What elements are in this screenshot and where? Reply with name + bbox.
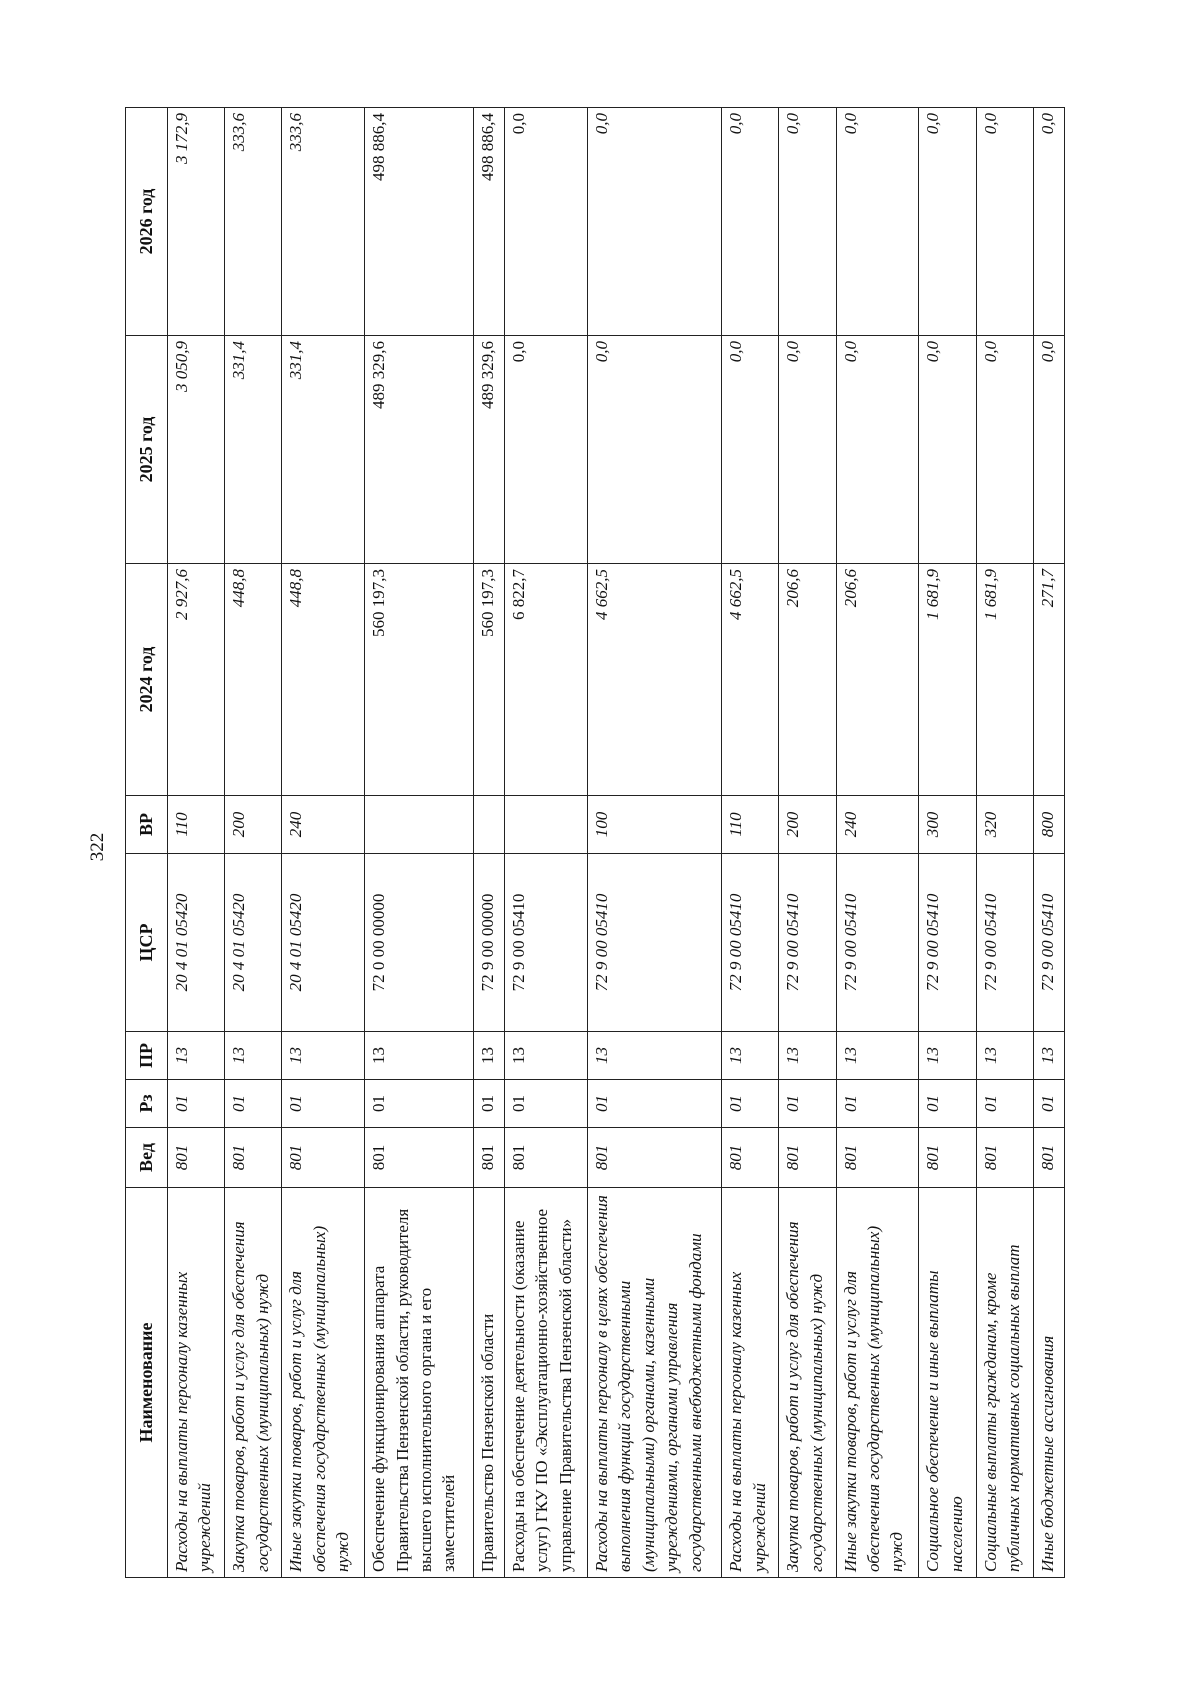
row-ved-cell: 801 xyxy=(282,1128,365,1188)
row-2026-cell: 0,0 xyxy=(587,108,721,336)
row-pr-cell: 13 xyxy=(976,1032,1033,1080)
row-vr-cell xyxy=(473,796,504,854)
row-pr-cell: 13 xyxy=(473,1032,504,1080)
row-name-cell: Расходы на выплаты персоналу в целях обеспечения выполнения функций государственными (муниципальными) органами, казенными учреждениями, органами управления государственными внебюджетными фондами xyxy=(587,1188,721,1578)
row-name-cell: Расходы на выплаты персоналу казенных учреждений xyxy=(722,1188,779,1578)
row-2025-cell: 489 329,6 xyxy=(365,336,474,564)
header-rz: Рз xyxy=(126,1080,168,1128)
row-2025-cell: 0,0 xyxy=(1033,336,1064,564)
row-name-cell: Расходы на обеспечение деятельности (оказание услуг) ГКУ ПО «Эксплуатационно-хозяйственное управление Правительства Пензенской области» xyxy=(505,1188,588,1578)
row-name-cell: Закупка товаров, работ и услуг для обеспечения государственных (муниципальных) нужд xyxy=(779,1188,836,1578)
row-rz-cell: 01 xyxy=(836,1080,919,1128)
header-2024: 2024 год xyxy=(126,564,168,796)
row-pr-cell: 13 xyxy=(779,1032,836,1080)
row-rz-cell: 01 xyxy=(976,1080,1033,1128)
row-2025-cell: 0,0 xyxy=(976,336,1033,564)
row-vr-cell: 300 xyxy=(919,796,976,854)
row-rz-cell: 01 xyxy=(722,1080,779,1128)
row-rz-cell: 01 xyxy=(919,1080,976,1128)
row-pr-cell: 13 xyxy=(836,1032,919,1080)
row-csr-cell: 72 9 00 05410 xyxy=(587,854,721,1032)
table-row xyxy=(225,108,282,1578)
row-name-cell: Иные закупки товаров, работ и услуг для обеспечения государственных (муниципальных) нужд xyxy=(282,1188,365,1578)
table-header-row xyxy=(126,108,168,1578)
row-pr-cell: 13 xyxy=(505,1032,588,1080)
row-vr-cell xyxy=(365,796,474,854)
row-vr-cell: 110 xyxy=(722,796,779,854)
row-2024-cell: 6 822,7 xyxy=(505,564,588,796)
row-ved-cell: 801 xyxy=(587,1128,721,1188)
row-ved-cell: 801 xyxy=(168,1128,225,1188)
header-vr: ВР xyxy=(126,796,168,854)
table-row xyxy=(365,108,474,1578)
row-2026-cell: 0,0 xyxy=(779,108,836,336)
row-2024-cell: 206,6 xyxy=(779,564,836,796)
row-2024-cell: 448,8 xyxy=(282,564,365,796)
header-ved: Вед xyxy=(126,1128,168,1188)
row-2024-cell: 2 927,6 xyxy=(168,564,225,796)
row-2024-cell: 560 197,3 xyxy=(365,564,474,796)
row-rz-cell: 01 xyxy=(1033,1080,1064,1128)
row-2026-cell: 0,0 xyxy=(722,108,779,336)
header-pr: ПР xyxy=(126,1032,168,1080)
row-2024-cell: 1 681,9 xyxy=(976,564,1033,796)
row-name-cell: Расходы на выплаты персоналу казенных учреждений xyxy=(168,1188,225,1578)
row-pr-cell: 13 xyxy=(365,1032,474,1080)
table-row xyxy=(919,108,976,1578)
row-rz-cell: 01 xyxy=(505,1080,588,1128)
row-csr-cell: 72 9 00 05410 xyxy=(505,854,588,1032)
row-pr-cell: 13 xyxy=(225,1032,282,1080)
row-csr-cell: 20 4 01 05420 xyxy=(282,854,365,1032)
header-csr: ЦСР xyxy=(126,854,168,1032)
row-name-cell: Социальное обеспечение и иные выплаты населению xyxy=(919,1188,976,1578)
row-name-cell: Обеспечение функционирования аппарата Правительства Пензенской области, руководителя высшего исполнительного органа и его заместителей xyxy=(365,1188,474,1578)
row-2024-cell: 448,8 xyxy=(225,564,282,796)
row-2024-cell: 271,7 xyxy=(1033,564,1064,796)
table-row xyxy=(473,108,504,1578)
row-ved-cell: 801 xyxy=(779,1128,836,1188)
row-2024-cell: 4 662,5 xyxy=(587,564,721,796)
row-rz-cell: 01 xyxy=(282,1080,365,1128)
row-csr-cell: 72 9 00 05410 xyxy=(919,854,976,1032)
row-2026-cell: 3 172,9 xyxy=(168,108,225,336)
row-vr-cell: 110 xyxy=(168,796,225,854)
table-row xyxy=(1033,108,1064,1578)
row-csr-cell: 72 9 00 05410 xyxy=(779,854,836,1032)
row-name-cell: Социальные выплаты гражданам, кроме публичных нормативных социальных выплат xyxy=(976,1188,1033,1578)
table-row xyxy=(282,108,365,1578)
row-2025-cell: 489 329,6 xyxy=(473,336,504,564)
row-name-cell: Правительство Пензенской области xyxy=(473,1188,504,1578)
row-2025-cell: 0,0 xyxy=(722,336,779,564)
row-2025-cell: 0,0 xyxy=(836,336,919,564)
row-vr-cell xyxy=(505,796,588,854)
row-rz-cell: 01 xyxy=(365,1080,474,1128)
table-row xyxy=(976,108,1033,1578)
row-name-cell: Иные бюджетные ассигнования xyxy=(1033,1188,1064,1578)
row-2026-cell: 0,0 xyxy=(505,108,588,336)
table-row xyxy=(836,108,919,1578)
table-row xyxy=(168,108,225,1578)
row-2025-cell: 0,0 xyxy=(587,336,721,564)
row-ved-cell: 801 xyxy=(919,1128,976,1188)
row-csr-cell: 72 9 00 05410 xyxy=(976,854,1033,1032)
row-name-cell: Иные закупки товаров, работ и услуг для обеспечения государственных (муниципальных) нужд xyxy=(836,1188,919,1578)
row-2026-cell: 0,0 xyxy=(1033,108,1064,336)
row-csr-cell: 20 4 01 05420 xyxy=(225,854,282,1032)
row-2025-cell: 331,4 xyxy=(225,336,282,564)
row-ved-cell: 801 xyxy=(365,1128,474,1188)
row-rz-cell: 01 xyxy=(779,1080,836,1128)
row-2024-cell: 560 197,3 xyxy=(473,564,504,796)
row-vr-cell: 800 xyxy=(1033,796,1064,854)
header-name: Наименование xyxy=(126,1188,168,1578)
row-ved-cell: 801 xyxy=(225,1128,282,1188)
row-vr-cell: 240 xyxy=(282,796,365,854)
row-2024-cell: 4 662,5 xyxy=(722,564,779,796)
row-ved-cell: 801 xyxy=(505,1128,588,1188)
row-ved-cell: 801 xyxy=(976,1128,1033,1188)
rotated-table-inner xyxy=(125,108,1065,1578)
row-2024-cell: 1 681,9 xyxy=(919,564,976,796)
row-ved-cell: 801 xyxy=(473,1128,504,1188)
header-2025: 2025 год xyxy=(126,336,168,564)
row-2026-cell: 333,6 xyxy=(282,108,365,336)
row-2026-cell: 498 886,4 xyxy=(365,108,474,336)
row-csr-cell: 72 9 00 05410 xyxy=(722,854,779,1032)
row-rz-cell: 01 xyxy=(168,1080,225,1128)
row-vr-cell: 320 xyxy=(976,796,1033,854)
row-csr-cell: 72 9 00 00000 xyxy=(473,854,504,1032)
row-2025-cell: 331,4 xyxy=(282,336,365,564)
row-pr-cell: 13 xyxy=(587,1032,721,1080)
table-row xyxy=(505,108,588,1578)
row-csr-cell: 20 4 01 05420 xyxy=(168,854,225,1032)
row-vr-cell: 200 xyxy=(779,796,836,854)
row-2025-cell: 0,0 xyxy=(919,336,976,564)
row-rz-cell: 01 xyxy=(473,1080,504,1128)
row-rz-cell: 01 xyxy=(587,1080,721,1128)
row-2026-cell: 498 886,4 xyxy=(473,108,504,336)
row-2026-cell: 0,0 xyxy=(919,108,976,336)
row-csr-cell: 72 9 00 05410 xyxy=(1033,854,1064,1032)
rotated-table-frame xyxy=(125,108,1200,1572)
row-pr-cell: 13 xyxy=(282,1032,365,1080)
row-ved-cell: 801 xyxy=(722,1128,779,1188)
page-number: 322 xyxy=(87,832,108,862)
table-row xyxy=(587,108,721,1578)
budget-table xyxy=(125,107,1065,1578)
row-2026-cell: 0,0 xyxy=(836,108,919,336)
row-2024-cell: 206,6 xyxy=(836,564,919,796)
row-ved-cell: 801 xyxy=(1033,1128,1064,1188)
row-pr-cell: 13 xyxy=(722,1032,779,1080)
row-vr-cell: 240 xyxy=(836,796,919,854)
row-vr-cell: 100 xyxy=(587,796,721,854)
row-2026-cell: 0,0 xyxy=(976,108,1033,336)
row-2025-cell: 0,0 xyxy=(779,336,836,564)
table-row xyxy=(779,108,836,1578)
row-rz-cell: 01 xyxy=(225,1080,282,1128)
row-csr-cell: 72 0 00 00000 xyxy=(365,854,474,1032)
table-row xyxy=(722,108,779,1578)
row-ved-cell: 801 xyxy=(836,1128,919,1188)
row-vr-cell: 200 xyxy=(225,796,282,854)
row-2025-cell: 0,0 xyxy=(505,336,588,564)
header-2026: 2026 год xyxy=(126,108,168,336)
row-2025-cell: 3 050,9 xyxy=(168,336,225,564)
row-name-cell: Закупка товаров, работ и услуг для обеспечения государственных (муниципальных) нужд xyxy=(225,1188,282,1578)
row-pr-cell: 13 xyxy=(919,1032,976,1080)
row-csr-cell: 72 9 00 05410 xyxy=(836,854,919,1032)
row-pr-cell: 13 xyxy=(168,1032,225,1080)
row-2026-cell: 333,6 xyxy=(225,108,282,336)
row-pr-cell: 13 xyxy=(1033,1032,1064,1080)
